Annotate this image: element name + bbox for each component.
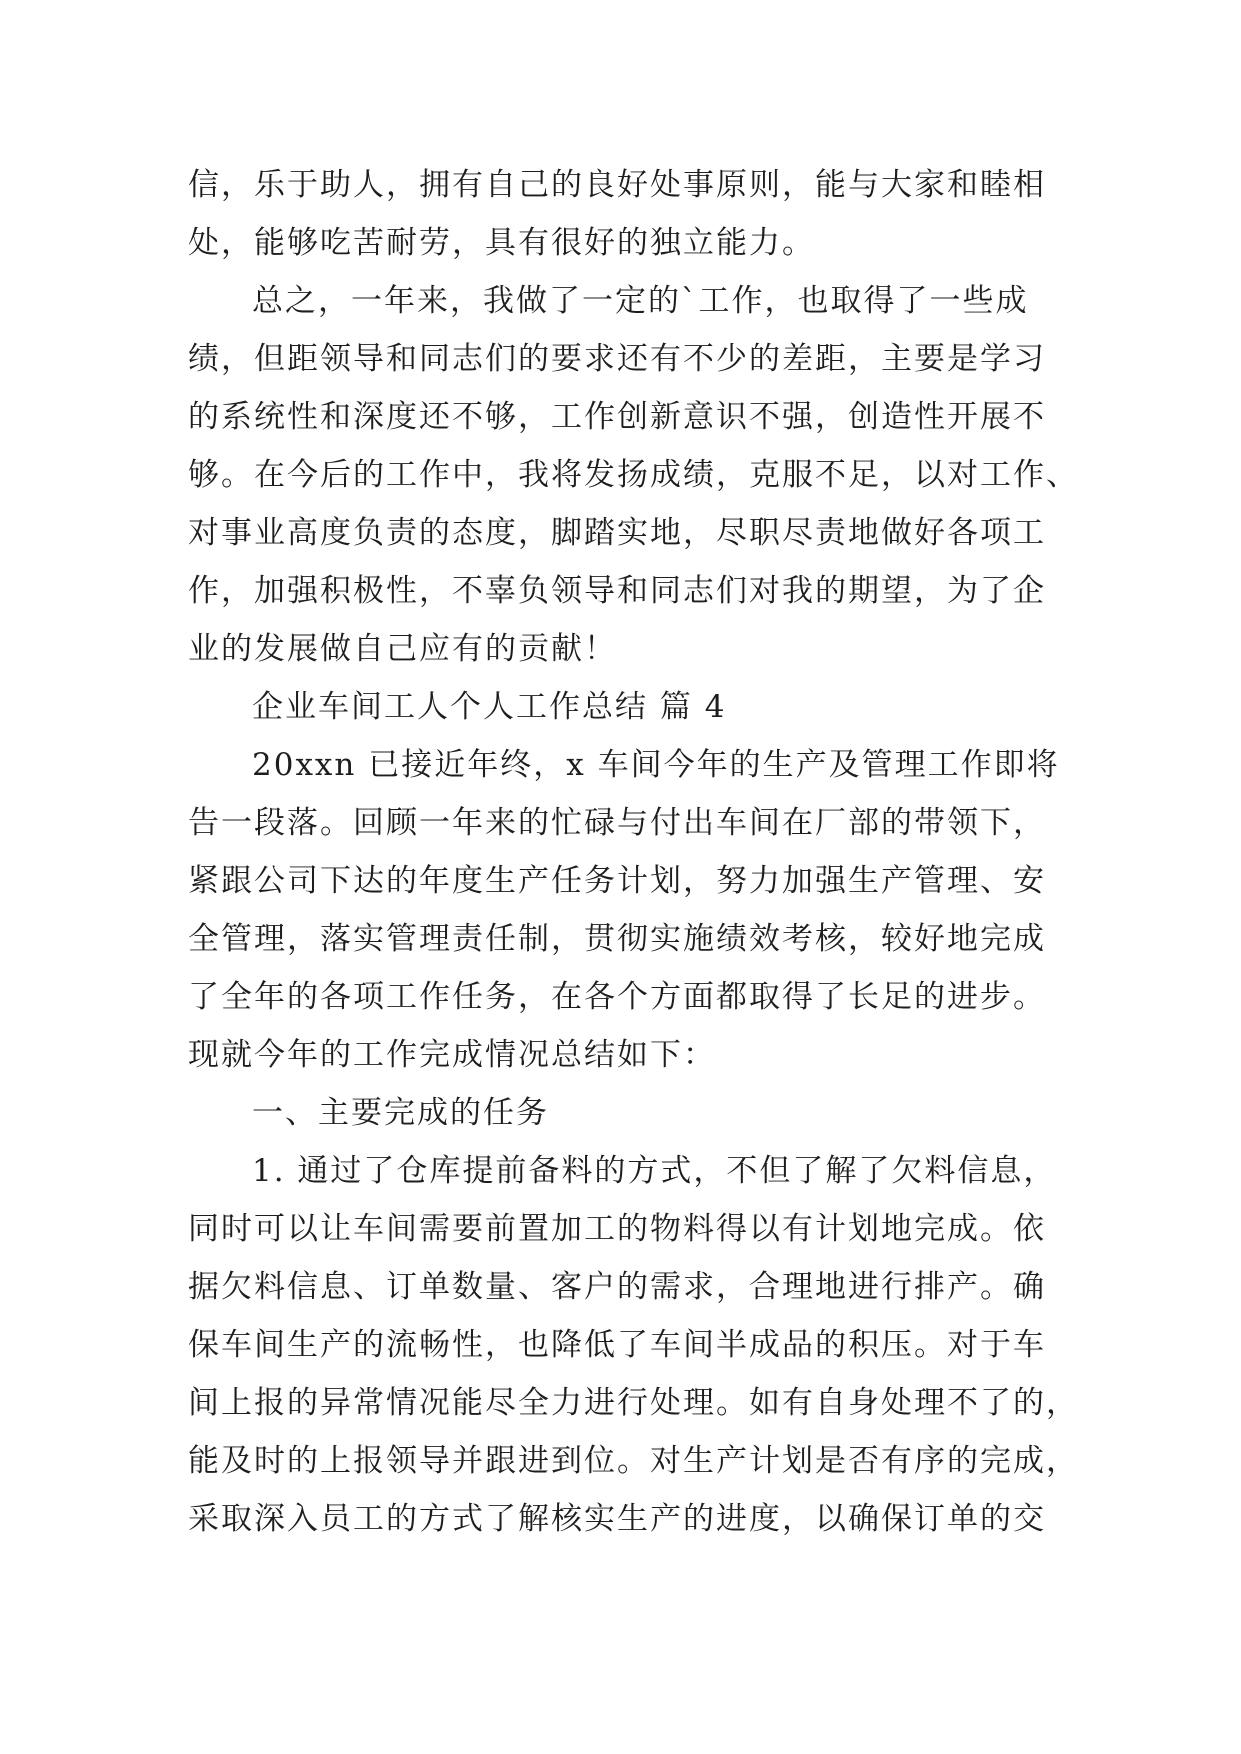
paragraph-start-line: 20xxn 已接近年终，x 车间今年的生产及管理工作即将 (252, 747, 1060, 783)
body-line: 采取深入员工的方式了解核实生产的进度，以确保订单的交 (188, 1501, 1046, 1537)
body-line: 同时可以让车间需要前置加工的物料得以有计划地完成。依 (188, 1211, 1046, 1247)
body-line: 间上报的异常情况能尽全力进行处理。如有自身处理不了的， (188, 1385, 1079, 1421)
body-line: 紧跟公司下达的年度生产任务计划，努力加强生产管理、安 (188, 863, 1046, 899)
body-line: 对事业高度负责的态度，脚踏实地，尽职尽责地做好各项工 (188, 515, 1046, 551)
body-line: 信，乐于助人，拥有自己的良好处事原则，能与大家和睦相 (188, 167, 1046, 203)
body-line: 业的发展做自己应有的贡献！ (188, 631, 617, 667)
body-line: 了全年的各项工作任务，在各个方面都取得了长足的进步。 (188, 979, 1046, 1015)
body-line: 作，加强积极性，不辜负领导和同志们对我的期望，为了企 (188, 573, 1046, 609)
body-line: 据欠料信息、订单数量、客户的需求，合理地进行排产。确 (188, 1269, 1046, 1305)
document-body (188, 156, 1079, 1548)
body-line: 处，能够吃苦耐劳，具有很好的独立能力。 (188, 225, 815, 261)
section-heading: 企业车间工人个人工作总结 篇 4 (252, 689, 727, 725)
body-line: 告一段落。回顾一年来的忙碌与付出车间在厂部的带领下， (188, 805, 1046, 841)
body-line: 保车间生产的流畅性，也降低了车间半成品的积压。对于车 (188, 1327, 1046, 1363)
body-line: 绩，但距领导和同志们的要求还有不少的差距，主要是学习 (188, 341, 1046, 377)
paragraph-start-line: 总之，一年来，我做了一定的`工作，也取得了一些成 (252, 283, 1029, 319)
body-line: 的系统性和深度还不够，工作创新意识不强，创造性开展不 (188, 399, 1046, 435)
body-line: 现就今年的工作完成情况总结如下： (188, 1037, 716, 1073)
body-line: 全管理，落实管理责任制，贯彻实施绩效考核，较好地完成 (188, 921, 1046, 957)
paragraph-start-line: 1. 通过了仓库提前备料的方式，不但了解了欠料信息， (252, 1153, 1057, 1189)
body-line: 够。在今后的工作中，我将发扬成绩，克服不足，以对工作、 (188, 457, 1079, 493)
body-line: 能及时的上报领导并跟进到位。对生产计划是否有序的完成， (188, 1443, 1079, 1479)
subsection-heading: 一、主要完成的任务 (252, 1095, 549, 1131)
